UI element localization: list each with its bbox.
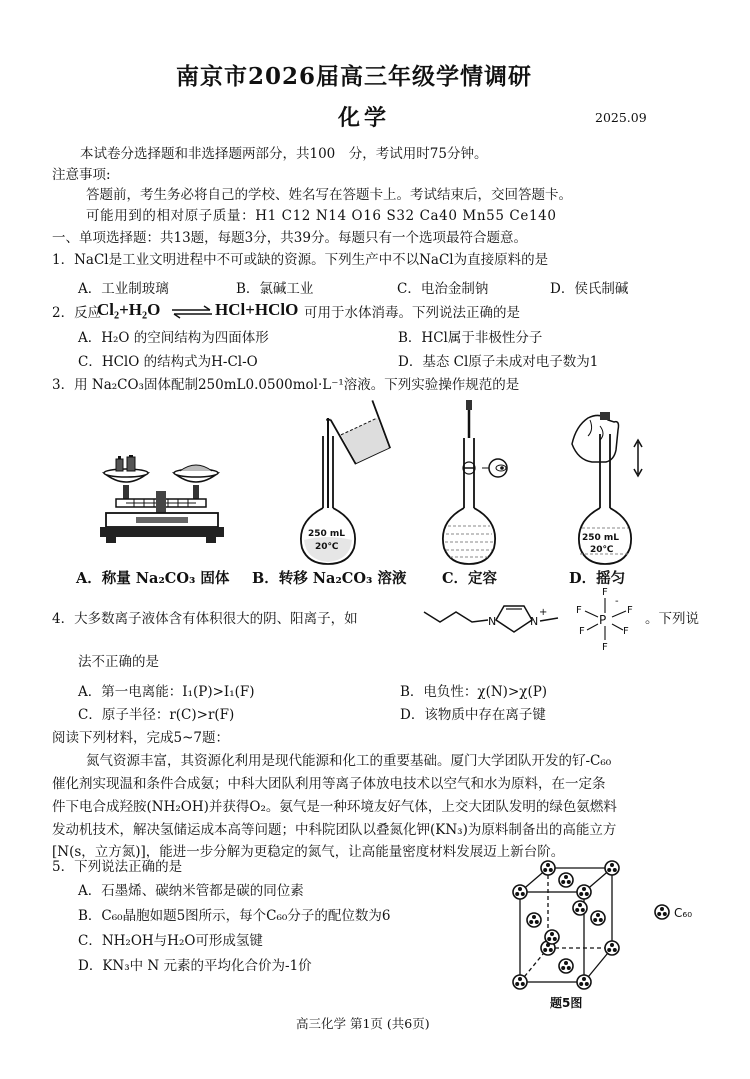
q1-option-a: A．工业制玻璃: [78, 281, 169, 297]
dilute-to-mark-figure: [438, 398, 548, 568]
q4-option-a: A．第一电离能：I₁(P)>I₁(F): [78, 684, 255, 700]
reading-line-4: 发动机技术，解决氢储运成本高等问题；中科院团队以叠氮化钾(KN₃)为原料制备出的高能立方: [52, 822, 617, 838]
q1-stem: 1．NaCl是工业文明进程中不可或缺的资源。下列生产中不以NaCl为直接原料的是: [52, 252, 549, 268]
anion-center-atom: P: [599, 613, 607, 627]
equilibrium-arrow-icon: [170, 304, 214, 320]
q1-option-b: B．氯碱工业: [236, 281, 314, 297]
intro-line-1: 本试卷分选择题和非选择题两部分，共100 分，考试用时75分钟。: [80, 146, 488, 162]
q3-caption-c: C．定容: [442, 570, 498, 587]
section-heading: 一、单项选择题：共13题，每题3分，共39分。每题只有一个选项最符合题意。: [52, 230, 527, 246]
q2-option-c: C．HClO 的结构式为H-Cl-O: [78, 354, 258, 370]
reading-intro: 阅读下列材料，完成5~7题：: [52, 730, 229, 746]
q2-option-a: A．H₂O 的空间结构为四面体形: [78, 330, 269, 346]
anion-f-left-bottom: F: [579, 626, 585, 637]
q1-option-c: C．电治金制钠: [397, 281, 489, 297]
balance-scale-figure: [96, 455, 226, 545]
q1-option-d: D．侯氏制碱: [550, 281, 629, 297]
q5-option-a: A．石墨烯、碳纳米管都是碳的同位素: [78, 883, 304, 899]
q2-option-b: B．HCl属于非极性分子: [398, 330, 543, 346]
intro-line-2: 答题前，考生务必将自己的学校、姓名写在答题卡上。考试结束后，交回答题卡。: [86, 187, 572, 203]
page-footer: 高三化学 第1页 (共6页): [296, 1016, 430, 1031]
flask-d-temp-label: 20℃: [590, 545, 614, 555]
q4-stem-start: 4．大多数离子液体含有体积很大的阴、阳离子，如: [52, 611, 358, 627]
q4-option-b: B．电负性：χ(N)>χ(P): [400, 684, 548, 700]
c60-legend-label: C₆₀: [674, 906, 692, 920]
transfer-figure: [292, 400, 402, 568]
q4-stem-end: 。下列说: [645, 611, 699, 627]
q4-option-d: D．该物质中存在离子键: [400, 707, 546, 723]
anion-f-right-bottom: F: [623, 626, 629, 637]
imidazolium-cation-structure: [418, 590, 578, 650]
q3-caption-d: D．摇匀: [569, 570, 626, 587]
flask-b-volume-label: 250 mL: [308, 529, 346, 539]
subject-title: 化学: [338, 105, 391, 131]
figure-5-caption: 题5图: [550, 996, 583, 1010]
reading-line-1: 氮气资源丰富，其资源化利用是现代能源和化工的重要基础。厦门大学团队开发的钌-C₆₀: [86, 753, 612, 769]
q2-option-d: D．基态 Cl原子未成对电子数为1: [398, 354, 599, 370]
q4-stem-cont: 法不正确的是: [78, 654, 159, 670]
q5-stem: 5．下列说法正确的是: [52, 859, 183, 875]
q5-option-c: C．NH₂OH与H₂O可形成氢键: [78, 933, 263, 949]
c60-unit-cell-figure: [500, 860, 700, 1010]
flask-b-temp-label: 20℃: [315, 542, 339, 552]
svg-text:N: N: [488, 615, 497, 628]
q3-caption-a: A．称量 Na₂CO₃ 固体: [76, 570, 230, 587]
exam-date: 2025.09: [595, 110, 647, 125]
anion-f-right-top: F: [627, 605, 633, 616]
q3-caption-b: B．转移 Na₂CO₃ 溶液: [252, 570, 407, 587]
anion-f-left-top: F: [576, 605, 582, 616]
anion-f-top: F: [602, 587, 608, 598]
reading-line-5: [N(s，立方氮)]，能进一步分解为更稳定的氮气，让高能量密度材料发展迈上新台阶。: [52, 844, 565, 860]
anion-charge: -: [615, 596, 619, 607]
hexafluorophosphate-anion-structure: [573, 584, 645, 654]
q2-suffix: 可用于水体消毒。下列说法正确的是: [304, 305, 520, 321]
svg-text:N: N: [530, 615, 539, 628]
q5-option-d: D．KN₃中 N 元素的平均化合价为-1价: [78, 958, 312, 974]
flask-d-volume-label: 250 mL: [582, 533, 620, 543]
shake-flask-figure: [570, 404, 650, 568]
intro-line-3: 可能用到的相对原子质量：H1 C12 N14 O16 S32 Ca40 Mn55 Ce140: [86, 208, 557, 224]
reading-line-3: 件下电合成羟胺(NH₂OH)并获得O₂。氨气是一种环境友好气体，上交大团队发明的绿色氨燃料: [52, 799, 617, 815]
cation-charge: +: [539, 607, 548, 618]
notice-label: 注意事项:: [52, 167, 111, 183]
reading-line-2: 催化剂实现温和条件合成氨；中科大团队利用等离子体放电技术以空气和水为原料，在一定条: [52, 776, 606, 792]
q4-option-c: C．原子半径：r(C)>r(F): [78, 707, 235, 723]
q3-stem: 3．用 Na₂CO₃固体配制250mL0.0500mol·L⁻¹溶液。下列实验操作规范的是: [52, 377, 520, 393]
q5-option-b: B．C₆₀晶胞如题5图所示，每个C₆₀分子的配位数为6: [78, 908, 391, 924]
q2-prefix: 2．反应: [52, 305, 102, 321]
q2-reactants: Cl₂+H₂O: [97, 300, 161, 319]
q2-products: HCl+HClO: [215, 300, 299, 319]
anion-f-bottom: F: [602, 642, 608, 653]
exam-title: 南京市2026届高三年级学情调研: [176, 63, 533, 90]
